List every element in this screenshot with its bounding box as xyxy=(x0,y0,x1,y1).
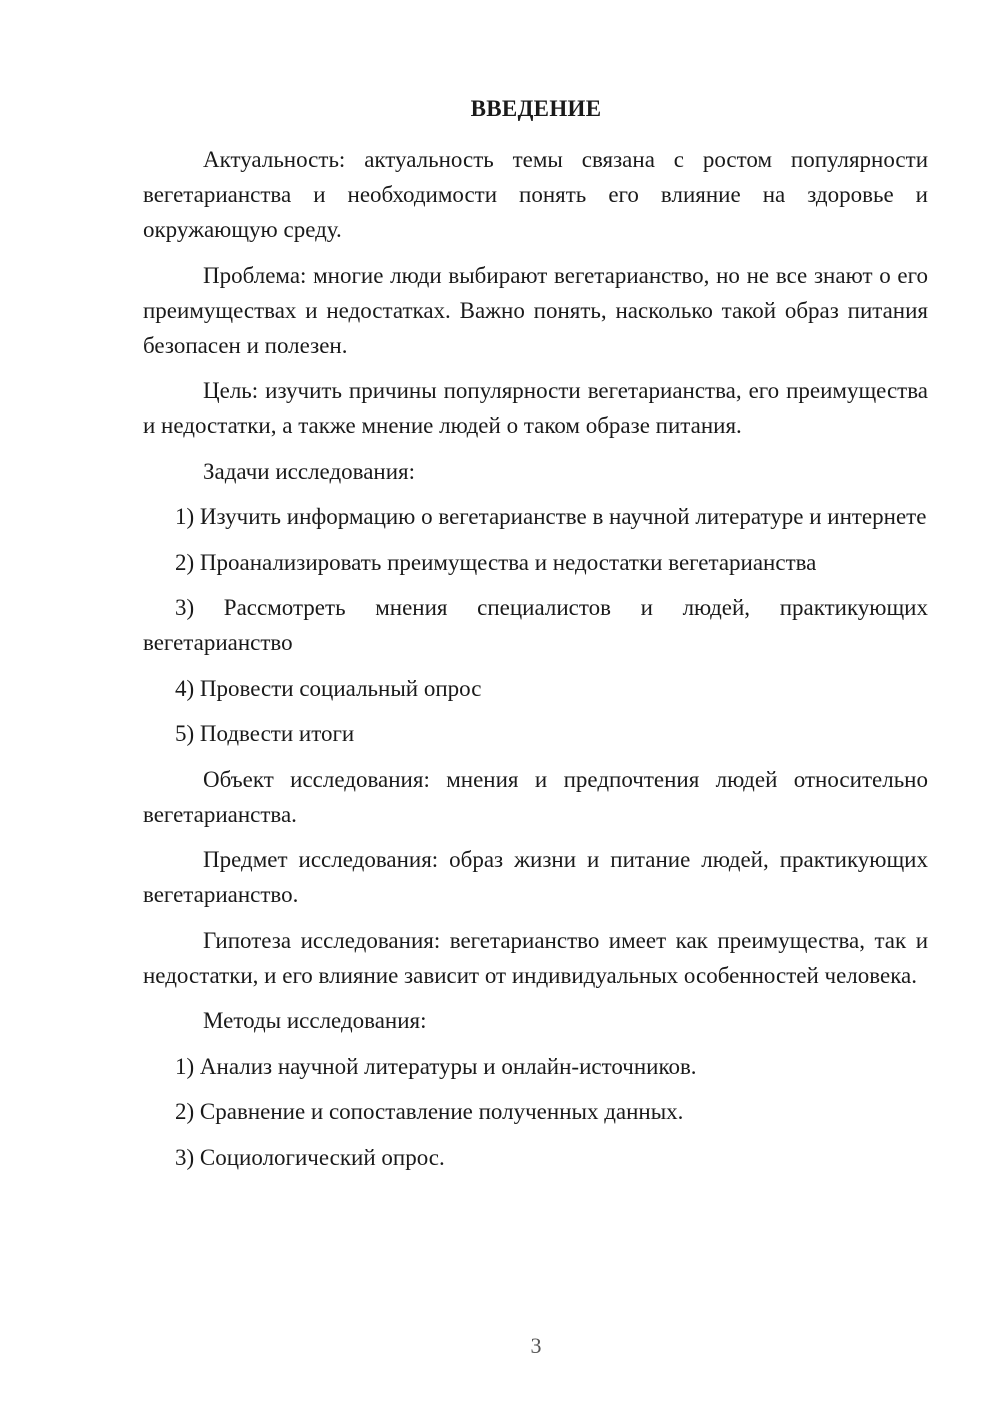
task-item-2: 2) Проанализировать преимущества и недостатки вегетарианства xyxy=(175,549,817,575)
document-body xyxy=(143,142,928,1185)
method-item-3: 3) Социологический опрос. xyxy=(175,1144,445,1170)
section-title: ВВЕДЕНИЕ xyxy=(470,96,602,121)
task-item-4: 4) Провести социальный опрос xyxy=(175,675,482,701)
paragraph-subject: Предмет исследования: образ жизни и питание людей, практикующих вегетарианство. xyxy=(143,847,928,907)
paragraph-methods-heading: Методы исследования: xyxy=(203,1008,427,1033)
method-item-1: 1) Анализ научной литературы и онлайн-источников. xyxy=(175,1053,697,1079)
paragraph-hypothesis: Гипотеза исследования: вегетарианство имеет как преимущества, так и недостатки, и его влияние зависит от индивидуальных особенностей человека. xyxy=(143,927,928,988)
task-item-5: 5) Подвести итоги xyxy=(175,721,355,746)
paragraph-relevance: Актуальность: актуальность темы связана с ростом популярности вегетарианства и необходимости понять его влияние на здоровье и окружающую среду. xyxy=(143,147,928,242)
method-item-2: 2) Сравнение и сопоставление полученных данных. xyxy=(175,1099,684,1124)
paragraph-object: Объект исследования: мнения и предпочтения людей относительно вегетарианства. xyxy=(143,766,928,827)
paragraph-problem: Проблема: многие люди выбирают вегетарианство, но не все знают о его преимуществах и недостатках. Важно понять, насколько такой образ питания безопасен и полезен. xyxy=(143,262,928,358)
task-item-3: 3) Рассмотреть мнения специалистов и людей, практикующих вегетарианство xyxy=(143,595,928,655)
task-item-1: 1) Изучить информацию о вегетарианстве в научной литературе и интернете xyxy=(175,504,927,529)
paragraph-tasks-heading: Задачи исследования: xyxy=(203,458,416,484)
page-number: 3 xyxy=(530,1333,542,1358)
paragraph-goal: Цель: изучить причины популярности вегетарианства, его преимущества и недостатки, а также мнение людей о таком образе питания. xyxy=(143,378,928,438)
